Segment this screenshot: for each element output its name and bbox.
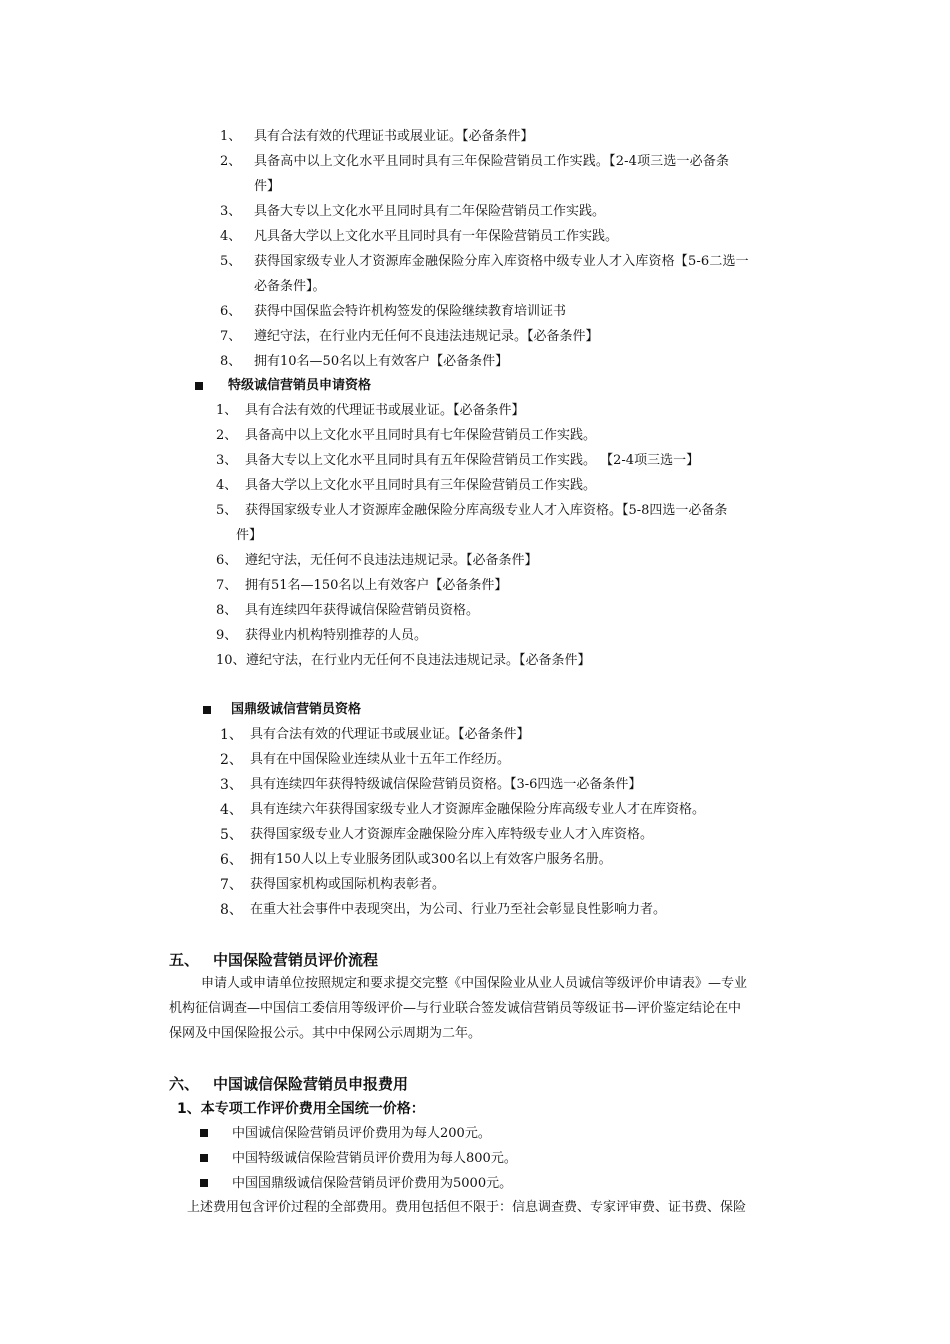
list-item-text: 具有连续四年获得特级诚信保险营销员资格。【3-6四选一必备条件】 <box>250 777 642 792</box>
bullet-square-icon <box>200 1179 208 1187</box>
list-item-number: 2、 <box>220 752 243 768</box>
list-item-number: 3、 <box>216 453 238 468</box>
list-item-text: 拥有10名—50名以上有效客户【必备条件】 <box>254 354 509 369</box>
list-item-text: 凡具备大学以上文化水平且同时具有一年保险营销员工作实践。 <box>254 229 619 244</box>
bullet-square-icon <box>200 1129 208 1137</box>
list-item-number: 5、 <box>216 503 238 518</box>
list-item-text: 获得业内机构特别推荐的人员。 <box>245 628 428 643</box>
list-item-number: 2、 <box>216 428 238 443</box>
list-item-number: 10、 <box>216 653 246 668</box>
list-item-number: 8、 <box>216 603 238 618</box>
list-item-number: 3、 <box>220 204 242 219</box>
section-heading: 国鼎级诚信营销员资格 <box>231 702 362 717</box>
bullet-square-icon <box>195 382 203 390</box>
fee-item-text: 中国国鼎级诚信保险营销员评价费用为5000元。 <box>232 1176 513 1191</box>
section-number: 五、 <box>169 951 200 969</box>
list-item-text: 获得国家级专业人才资源库金融保险分库高级专业人才入库资格。【5-8四选一必备条 <box>245 503 728 518</box>
paragraph-line: 上述费用包含评价过程的全部费用。费用包括但不限于：信息调查费、专家评审费、证书费、保险 <box>187 1200 747 1215</box>
list-item-text: 具有合法有效的代理证书或展业证。【必备条件】 <box>254 129 534 144</box>
list-item-text: 具备大专以上文化水平且同时具有二年保险营销员工作实践。 <box>254 204 606 219</box>
subsection-heading: 1、本专项工作评价费用全国统一价格： <box>177 1101 425 1117</box>
list-item-number: 8、 <box>220 354 242 369</box>
list-item-number: 6、 <box>220 304 242 319</box>
list-item-number: 5、 <box>220 827 243 843</box>
list-item-number: 7、 <box>220 329 242 344</box>
list-item-number: 8、 <box>220 902 243 918</box>
fee-item-text: 中国特级诚信保险营销员评价费用为每人800元。 <box>232 1151 517 1166</box>
list-item-number: 1、 <box>220 727 243 743</box>
list-item-text: 获得国家级专业人才资源库金融保险分库入库资格中级专业人才入库资格【5-6二选一 <box>254 254 749 269</box>
list-item-number: 7、 <box>220 877 243 893</box>
list-item-number: 1、 <box>216 403 238 418</box>
list-item-number: 3、 <box>220 777 243 793</box>
list-item-text: 获得国家级专业人才资源库金融保险分库入库特级专业人才入库资格。 <box>250 827 654 842</box>
list-item-number: 6、 <box>220 852 243 868</box>
list-item-text: 遵纪守法，在行业内无任何不良违法违规记录。【必备条件】 <box>254 329 599 344</box>
bullet-square-icon <box>200 1154 208 1162</box>
list-item-number: 4、 <box>220 229 242 244</box>
list-item-number: 7、 <box>216 578 238 593</box>
section-title: 中国诚信保险营销员申报费用 <box>213 1075 409 1093</box>
list-item-text: 件】 <box>254 179 281 194</box>
fee-item-text: 中国诚信保险营销员评价费用为每人200元。 <box>232 1126 491 1141</box>
list-item-text: 具备高中以上文化水平且同时具有三年保险营销员工作实践。【2-4项三选一必备条 <box>254 154 730 169</box>
list-item-number: 2、 <box>220 154 242 169</box>
list-item-text: 必备条件】。 <box>254 279 326 294</box>
list-item-text: 获得中国保监会特许机构签发的保险继续教育培训证书 <box>254 304 567 319</box>
list-item-number: 9、 <box>216 628 238 643</box>
list-item-text: 具有合法有效的代理证书或展业证。【必备条件】 <box>245 403 525 418</box>
list-item-text: 具有在中国保险业连续从业十五年工作经历。 <box>250 752 511 767</box>
list-item-number: 4、 <box>220 802 243 818</box>
list-item-number: 1、 <box>220 129 242 144</box>
list-item-text: 拥有51名—150名以上有效客户【必备条件】 <box>245 578 508 593</box>
list-item-text: 具有连续四年获得诚信保险营销员资格。 <box>245 603 480 618</box>
list-item-text: 具备大专以上文化水平且同时具有五年保险营销员工作实践。 【2-4项三选一】 <box>245 453 700 468</box>
list-item-text: 拥有150人以上专业服务团队或300名以上有效客户服务名册。 <box>250 852 612 867</box>
list-item-number: 4、 <box>216 478 238 493</box>
list-item-text: 件】 <box>236 528 263 543</box>
section-number: 六、 <box>169 1075 200 1093</box>
list-item-text: 具备大学以上文化水平且同时具有三年保险营销员工作实践。 <box>245 478 597 493</box>
paragraph-line: 保网及中国保险报公示。其中中保网公示周期为二年。 <box>169 1026 482 1041</box>
section-heading: 特级诚信营销员申请资格 <box>228 378 372 393</box>
list-item-text: 具有合法有效的代理证书或展业证。【必备条件】 <box>250 727 530 742</box>
list-item-text: 遵纪守法，无任何不良违法违规记录。【必备条件】 <box>245 553 538 568</box>
paragraph-line: 机构征信调查—中国信工委信用等级评价—与行业联合签发诚信营销员等级证书—评价鉴定结论在中 <box>169 1001 742 1016</box>
section-title: 中国保险营销员评价流程 <box>213 951 379 969</box>
bullet-square-icon <box>203 706 211 714</box>
list-item-number: 5、 <box>220 254 242 269</box>
list-item-text: 获得国家机构或国际机构表彰者。 <box>250 877 446 892</box>
list-item-text: 具有连续六年获得国家级专业人才资源库金融保险分库高级专业人才在库资格。 <box>250 802 706 817</box>
list-item-text: 具备高中以上文化水平且同时具有七年保险营销员工作实践。 <box>245 428 597 443</box>
list-item-text: 在重大社会事件中表现突出，为公司、行业乃至社会彰显良性影响力者。 <box>250 902 667 917</box>
list-item-text: 遵纪守法，在行业内无任何不良违法违规记录。【必备条件】 <box>246 653 591 668</box>
list-item-number: 6、 <box>216 553 238 568</box>
paragraph-line: 申请人或申请单位按照规定和要求提交完整《中国保险业从业人员诚信等级评价申请表》—专业 <box>201 976 748 991</box>
